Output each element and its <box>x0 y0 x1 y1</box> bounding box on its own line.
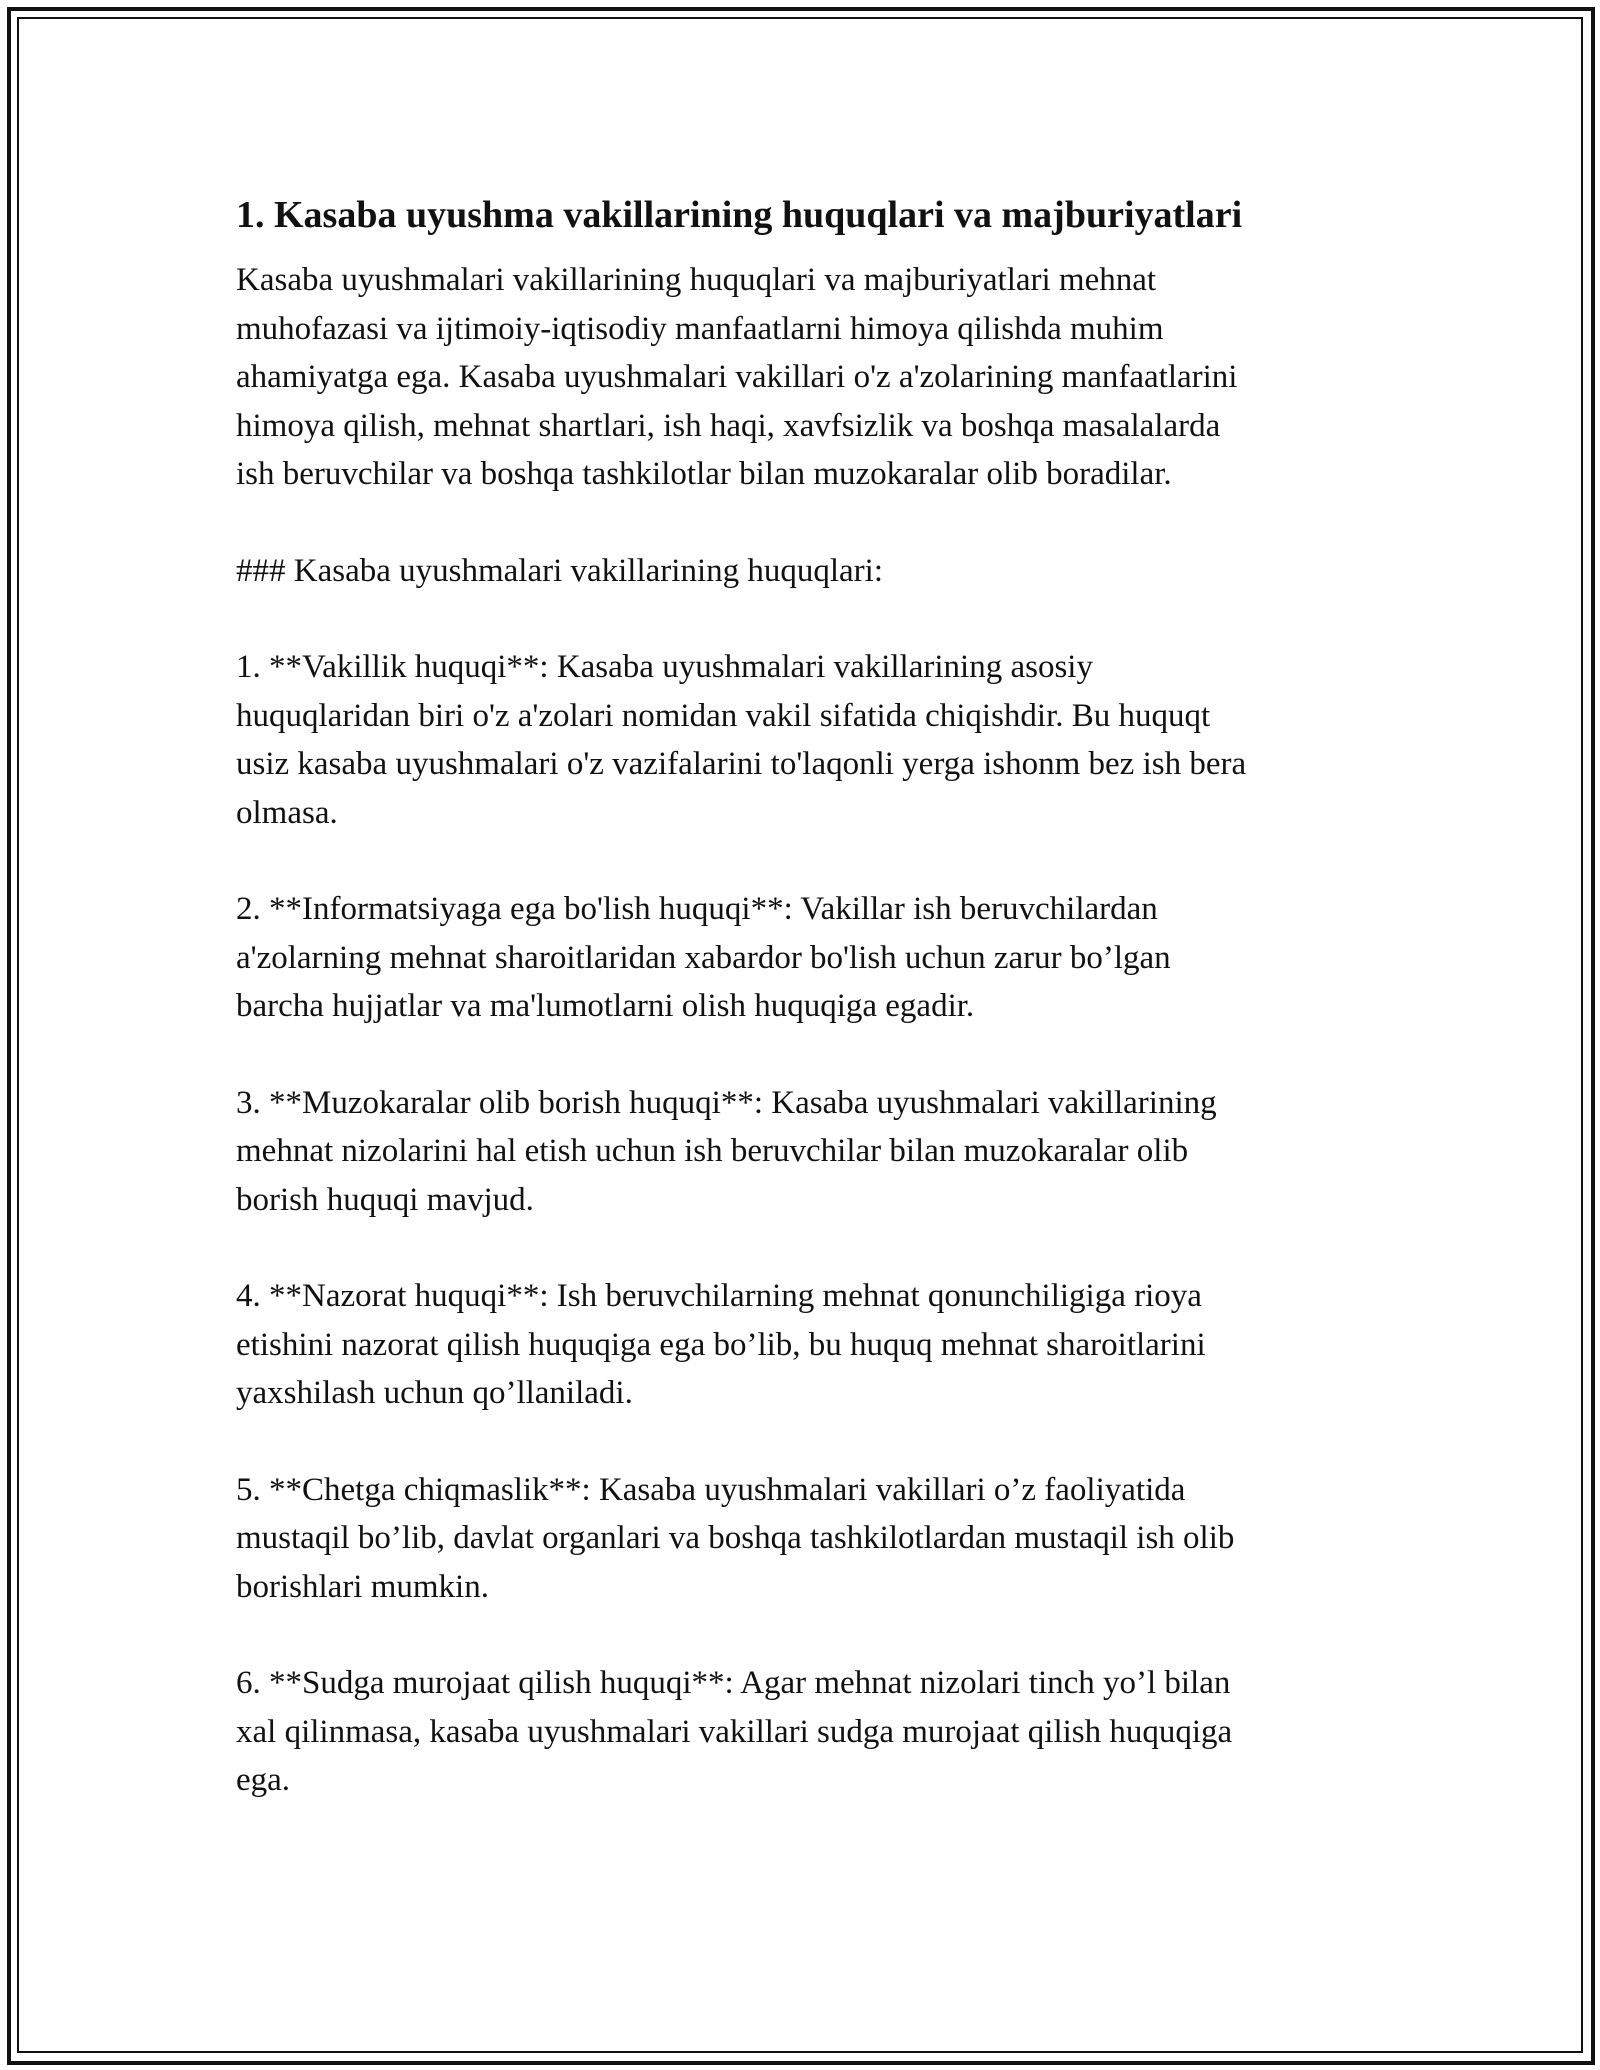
document-body <box>236 190 1366 1805</box>
rights-item: 2. **Informatsiyaga ega bo'lish huquqi**: Vakillar ish beruvchilardan a'zolarning mehnat sharoitlaridan xabardor bo'lish uchun zarur bo’lgan barcha hujjatlar va ma'lumotlarni olish huquqiga egadir. <box>236 891 1171 1024</box>
intro-paragraph: Kasaba uyushmalari vakillarining huquqlari va majburiyatlari mehnat muhofazasi va ijtimoiy-iqtisodiy manfaatlarni himoya qilishda muhim ahamiyatga ega. Kasaba uyushmalari vakillari o'z a'zolarining manfaatlarini himoya qilish, mehnat shartlari, ish haqi, xavfsizlik va boshqa masalalarda ish beruvchilar va boshqa tashkilotlar bilan muzokaralar olib boradilar. <box>236 262 1238 492</box>
document-heading: 1. Kasaba uyushma vakillarining huquqlari va majburiyatlari <box>236 194 1243 236</box>
rights-item: 1. **Vakillik huquqi**: Kasaba uyushmalari vakillarining asosiy huquqlaridan biri o'z a'zolari nomidan vakil sifatida chiqishdir. Bu huquqt usiz kasaba uyushmalari o'z vazifalarini to'laqonli yerga ishonm bez ish bera olmasa. <box>236 649 1247 831</box>
rights-subheading: ### Kasaba uyushmalari vakillarining huquqlari: <box>236 552 884 589</box>
rights-item: 4. **Nazorat huquqi**: Ish beruvchilarning mehnat qonunchiligiga rioya etishini nazorat qilish huquqiga ega bo’lib, bu huquq mehnat sharoitlarini yaxshilash uchun qo’llaniladi. <box>236 1278 1206 1411</box>
rights-item: 6. **Sudga murojaat qilish huquqi**: Agar mehnat nizolari tinch yo’l bilan xal qilinmasa, kasaba uyushmalari vakillari sudga murojaat qilish huquqiga ega. <box>236 1665 1233 1798</box>
rights-item: 5. **Chetga chiqmaslik**: Kasaba uyushmalari vakillari o’z faoliyatida mustaqil bo’lib, davlat organlari va boshqa tashkilotlardan mustaqil ish olib borishlari mumkin. <box>236 1471 1235 1605</box>
rights-item: 3. **Muzokaralar olib borish huquqi**: Kasaba uyushmalari vakillarining mehnat nizolarini hal etish uchun ish beruvchilar bilan muzokaralar olib borish huquqi mavjud. <box>236 1084 1217 1218</box>
